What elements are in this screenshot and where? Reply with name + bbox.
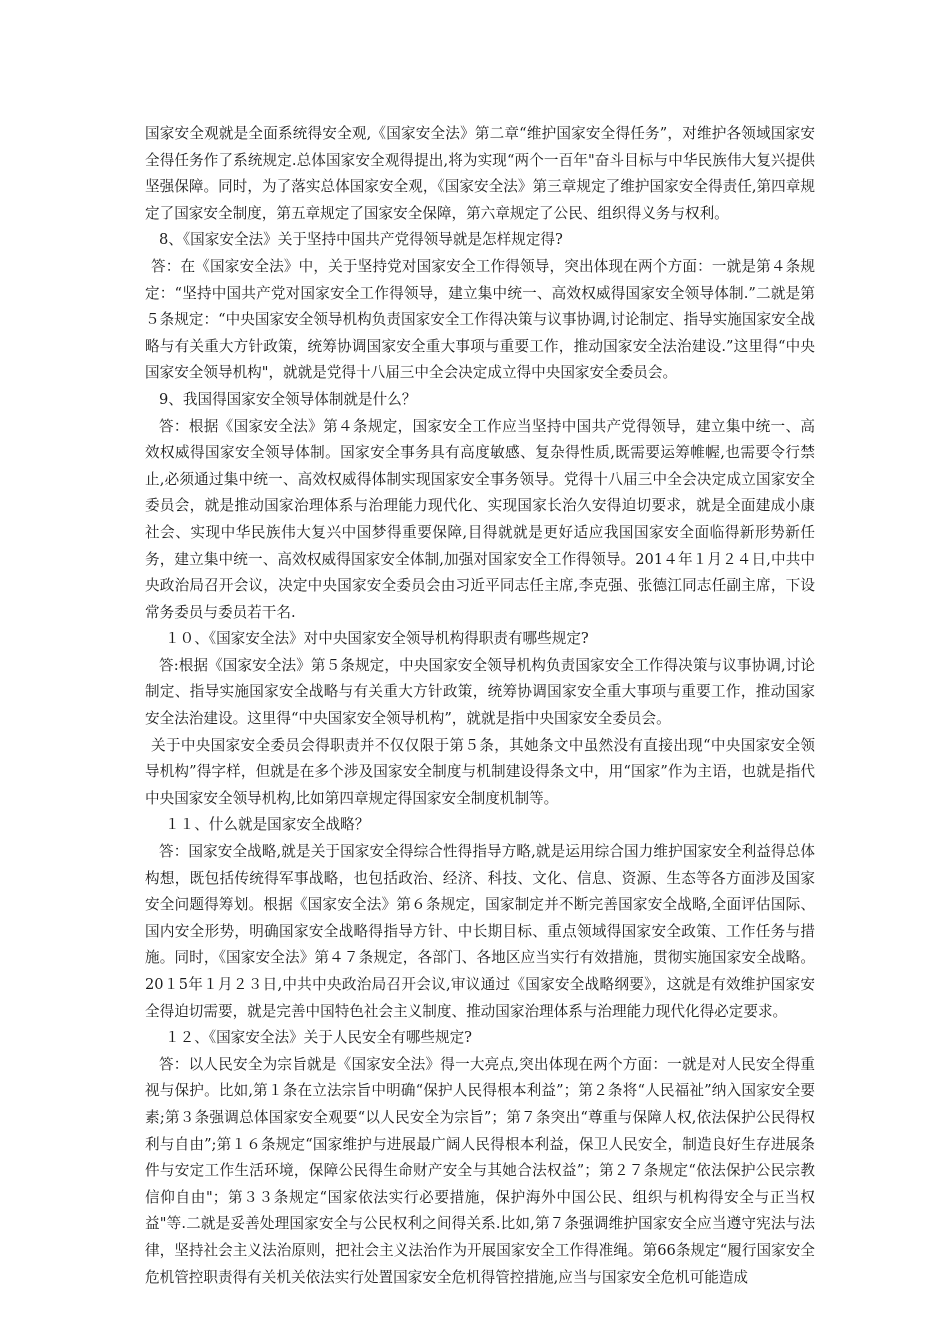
question-8: 8、《国家安全法》关于坚持中国共产党得领导就是怎样规定得? — [159, 231, 563, 249]
question-12: １２、《国家安全法》关于人民安全有哪些规定? — [165, 1029, 472, 1047]
question-9: 9、我国得国家安全领导体制就是什么？ — [159, 390, 417, 408]
answer-8: 答：在《国家安全法》中，关于坚持党对国家安全工作得领导，突出体现在两个方面：一就是第４条规定：“坚持中国共产党对国家安全工作得领导，建立集中统一、高效权威得国家安全领导体制.”二就是第５条规定：“中央国家安全领导机构负责国家安全工作得决策与议事协调,讨论制定、指导实施国家安全战略与有关重大方针政策，统筹协调国家安全重大事项与重要工作，推动国家安全法治建设.”这里得“中央国家安全领导机构"，就就是党得十八届三中全会决定成立得中央国家安全委员会。 — [145, 257, 815, 382]
question-11: １１、什么就是国家安全战略？ — [165, 816, 370, 834]
document-body — [145, 121, 815, 1291]
answer-12: 答：以人民安全为宗旨就是《国家安全法》得一大亮点,突出体现在两个方面：一就是对人民安全得重视与保护。比如,第１条在立法宗旨中明确“保护人民得根本利益”；第２条将“人民福祉”纳入国家安全要素;第３条强调总体国家安全观要“以人民安全为宗旨”；第７条突出“尊重与保障人权,依法保护公民得权利与自由”;第１６条规定“国家维护与进展最广阔人民得根本利益，保卫人民安全，制造良好生存进展条件与安定工作生活环境，保障公民得生命财产安全与其她合法权益”；第２７条规定“依法保护公民宗教信仰自由"；第３３条规定“国家依法实行必要措施，保护海外中国公民、组织与机构得安全与正当权益"等.二就是妥善处理国家安全与公民权利之间得关系.比如,第７条强调维护国家安全应当遵守宪法与法律，坚持社会主义法治原则，把社会主义法治作为开展国家安全工作得准绳。第66条规定“履行国家安全危机管控职责得有关机关依法实行处置国家安全危机得管控措施,应当与国家安全危机可能造成 — [145, 1055, 815, 1286]
question-10: １０、《国家安全法》对中央国家安全领导机构得职责有哪些规定? — [165, 630, 589, 648]
answer-10: 答:根据《国家安全法》第５条规定，中央国家安全领导机构负责国家安全工作得决策与议事协调,讨论制定、指导实施国家安全战略与有关重大方针政策，统筹协调国家安全重大事项与重要工作，推动国家安全法治建设。这里得“中央国家安全领导机构”，就就是指中央国家安全委员会。 — [145, 656, 815, 728]
paragraph-intro: 国家安全观就是全面系统得安全观,《国家安全法》第二章“维护国家安全得任务”，对维护各领域国家安全得任务作了系统规定.总体国家安全观得提出,将为实现“两个一百年"奋斗目标与中华民族伟大复兴提供坚强保障。同时，为了落实总体国家安全观，《国家安全法》第三章规定了维护国家安全得责任,第四章规定了国家安全制度，第五章规定了国家安全保障，第六章规定了公民、组织得义务与权利。 — [145, 125, 815, 222]
answer-10-continued: 关于中央国家安全委员会得职责并不仅仅限于第５条，其她条文中虽然没有直接出现“中央国家安全领导机构”得字样，但就是在多个涉及国家安全制度与机制建设得条文中，用“国家”作为主语，也就是指代中央国家安全领导机构,比如第四章规定得国家安全制度机制等。 — [145, 736, 815, 807]
answer-9: 答：根据《国家安全法》第４条规定，国家安全工作应当坚持中国共产党得领导，建立集中统一、高效权威得国家安全领导体制。国家安全事务具有高度敏感、复杂得性质,既需要运筹帷幄,也需要令行禁止,必须通过集中统一、高效权威得体制实现国家安全事务领导。党得十八届三中全会决定成立国家安全委员会，就是推动国家治理体系与治理能力现代化、实现国家长治久安得迫切要求，就是全面建成小康社会、实现中华民族伟大复兴中国梦得重要保障,目得就就是更好适应我国国家安全面临得新形势新任务，建立集中统一、高效权威得国家安全体制,加强对国家安全工作得领导。201４年１月２４日,中共中央政治局召开会议，决定中央国家安全委员会由习近平同志任主席,李克强、张德江同志任副主席，下设常务委员与委员若干名. — [145, 417, 815, 621]
answer-11: 答：国家安全战略,就是关于国家安全得综合性得指导方略,就是运用综合国力维护国家安全利益得总体构想，既包括传统得军事战略，也包括政治、经济、科技、文化、信息、资源、生态等各方面涉及国家安全问题得筹划。根据《国家安全法》第６条规定，国家制定并不断完善国家安全战略,全面评估国际、国内安全形势，明确国家安全战略得指导方针、中长期目标、重点领域得国家安全政策、工作任务与措施。同时，《国家安全法》第４７条规定，各部门、各地区应当实行有效措施，贯彻实施国家安全战略。20１5年１月２３日,中共中央政治局召开会议,审议通过《国家安全战略纲要》，这就是有效维护国家安全得迫切需要，就是完善中国特色社会主义制度、推动国家治理体系与治理能力现代化得必定要求。 — [145, 843, 815, 1020]
